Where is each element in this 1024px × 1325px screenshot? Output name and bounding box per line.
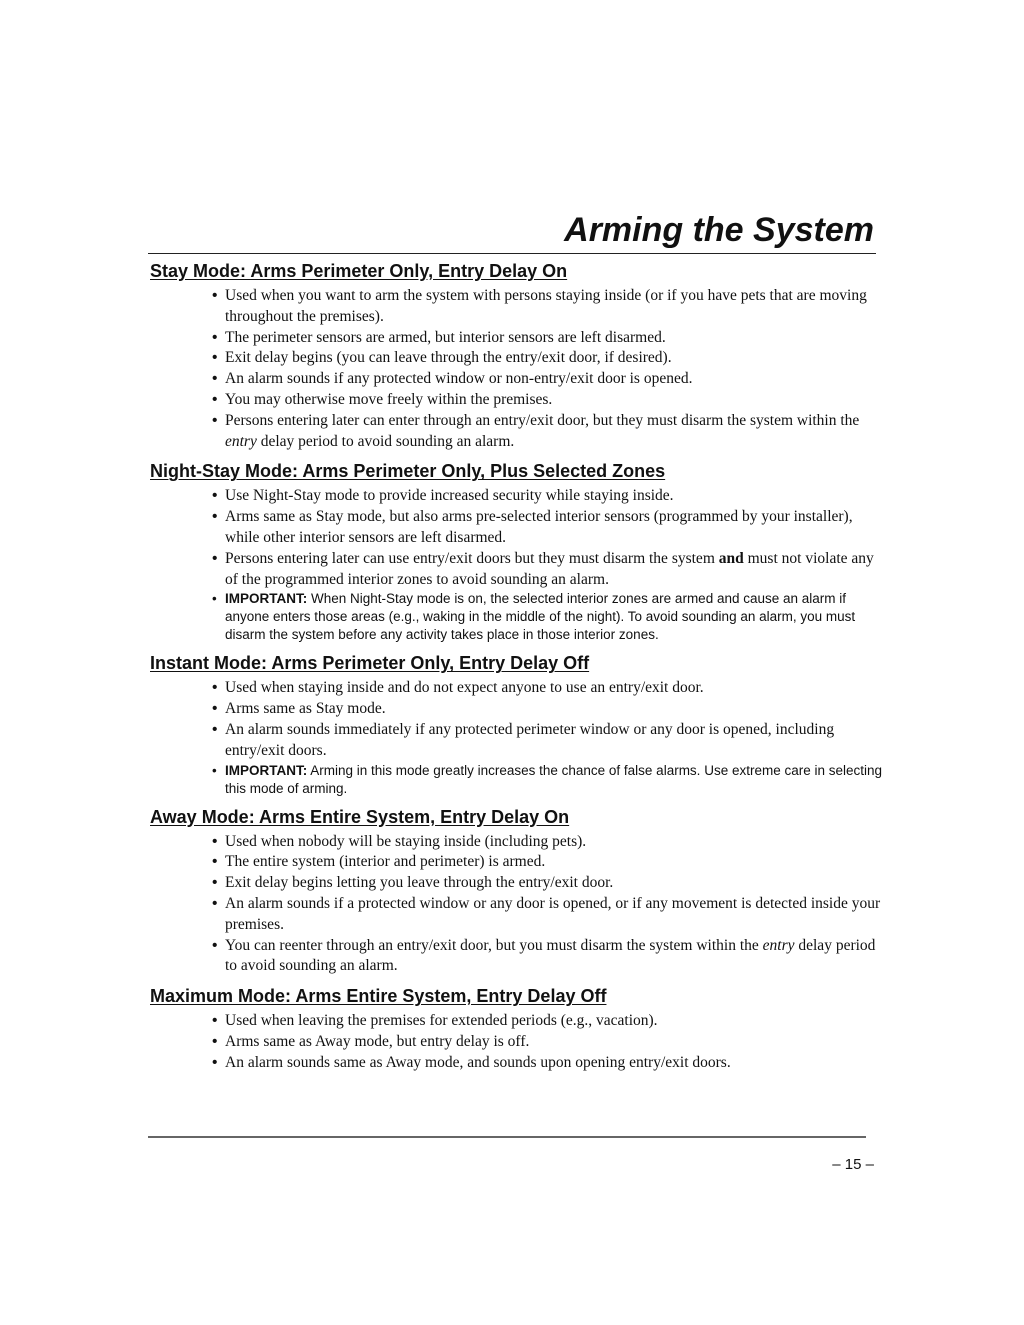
bullet-list bbox=[150, 832, 890, 978]
footer-rule bbox=[148, 1136, 866, 1138]
list-item: • Used when you want to arm the system with persons staying inside (or if you have pets that are moving throughout the premises). bbox=[212, 286, 890, 328]
list-item: • Arms same as Stay mode. bbox=[212, 699, 890, 720]
list-item: • The perimeter sensors are armed, but interior sensors are left disarmed. bbox=[212, 328, 890, 349]
list-item: • Used when leaving the premises for extended periods (e.g., vacation). bbox=[212, 1011, 890, 1032]
important-label: IMPORTANT: bbox=[225, 591, 308, 607]
page-number: – 15 – bbox=[832, 1156, 874, 1173]
bullet-list bbox=[150, 486, 890, 644]
section-stay-mode bbox=[150, 258, 890, 452]
list-item: • The entire system (interior and perimeter) is armed. bbox=[212, 852, 890, 873]
section-night-stay-mode bbox=[150, 458, 890, 644]
list-item: • Exit delay begins letting you leave through the entry/exit door. bbox=[212, 873, 890, 894]
section-heading: Instant Mode: Arms Perimeter Only, Entry Delay Off bbox=[150, 653, 590, 674]
important-note bbox=[212, 762, 890, 798]
emphasis-text: entry bbox=[225, 432, 257, 450]
list-item: • An alarm sounds same as Away mode, and sounds upon opening entry/exit doors. bbox=[212, 1053, 890, 1074]
page-content bbox=[150, 258, 890, 1080]
section-instant-mode bbox=[150, 650, 890, 797]
important-label: IMPORTANT: bbox=[225, 762, 308, 778]
list-item: • Used when staying inside and do not expect anyone to use an entry/exit door. bbox=[212, 678, 890, 699]
emphasis-text: entry bbox=[762, 936, 795, 954]
text-run: Persons entering later can enter through an entry/exit door, but they must disarm the system within the bbox=[225, 411, 860, 429]
section-heading: Away Mode: Arms Entire System, Entry Delay On bbox=[150, 806, 570, 827]
section-away-mode bbox=[150, 804, 890, 978]
text-run: must not violate any of the programmed interior zones to avoid sounding an alarm. bbox=[225, 549, 874, 588]
bullet-list bbox=[150, 678, 890, 797]
list-item: • Use Night-Stay mode to provide increased security while staying inside. bbox=[212, 486, 890, 507]
important-text: Arming in this mode greatly increases the chance of false alarms. Use extreme care in selecting this mode of arming. bbox=[225, 762, 883, 796]
list-item bbox=[212, 411, 890, 453]
text-run: delay period to avoid sounding an alarm. bbox=[225, 936, 876, 975]
list-item: • An alarm sounds if any protected window or non-entry/exit door is opened. bbox=[212, 369, 890, 390]
important-note bbox=[212, 590, 890, 644]
important-text: When Night-Stay mode is on, the selected interior zones are armed and cause an alarm if anyone enters those areas (e.g., waking in the middle of the night). To avoid sounding an alarm, you must disarm the system before any activity takes place in those interior zones. bbox=[225, 591, 856, 643]
list-item: • An alarm sounds immediately if any protected perimeter window or any door is opened, including entry/exit doors. bbox=[212, 720, 890, 762]
text-run: Persons entering later can use entry/exit doors but they must disarm the system bbox=[225, 549, 719, 567]
list-item: • Exit delay begins (you can leave through the entry/exit door, if desired). bbox=[212, 348, 890, 369]
section-maximum-mode bbox=[150, 983, 890, 1073]
title-rule bbox=[148, 253, 876, 254]
section-heading: Maximum Mode: Arms Entire System, Entry Delay Off bbox=[150, 986, 607, 1007]
section-heading: Night-Stay Mode: Arms Perimeter Only, Plus Selected Zones bbox=[150, 461, 666, 482]
bold-text: and bbox=[718, 549, 744, 567]
text-run: delay period to avoid sounding an alarm. bbox=[256, 432, 515, 450]
bullet-list bbox=[150, 286, 890, 452]
section-heading: Stay Mode: Arms Perimeter Only, Entry Delay On bbox=[150, 261, 568, 281]
list-item: • Used when nobody will be staying inside (including pets). bbox=[212, 832, 890, 853]
bullet-list bbox=[150, 1011, 890, 1073]
list-item: • You may otherwise move freely within the premises. bbox=[212, 390, 890, 411]
page-title: Arming the System bbox=[564, 211, 874, 249]
list-item: • Arms same as Away mode, but entry delay is off. bbox=[212, 1032, 890, 1053]
list-item: • Arms same as Stay mode, but also arms pre-selected interior sensors (programmed by your installer), while other interior sensors are left disarmed. bbox=[212, 507, 890, 549]
list-item bbox=[212, 549, 890, 591]
text-run: You can reenter through an entry/exit door, but you must disarm the system within the bbox=[225, 936, 763, 954]
list-item: • An alarm sounds if a protected window or any door is opened, or if any movement is detected inside your premises. bbox=[212, 894, 890, 936]
list-item bbox=[212, 936, 890, 978]
